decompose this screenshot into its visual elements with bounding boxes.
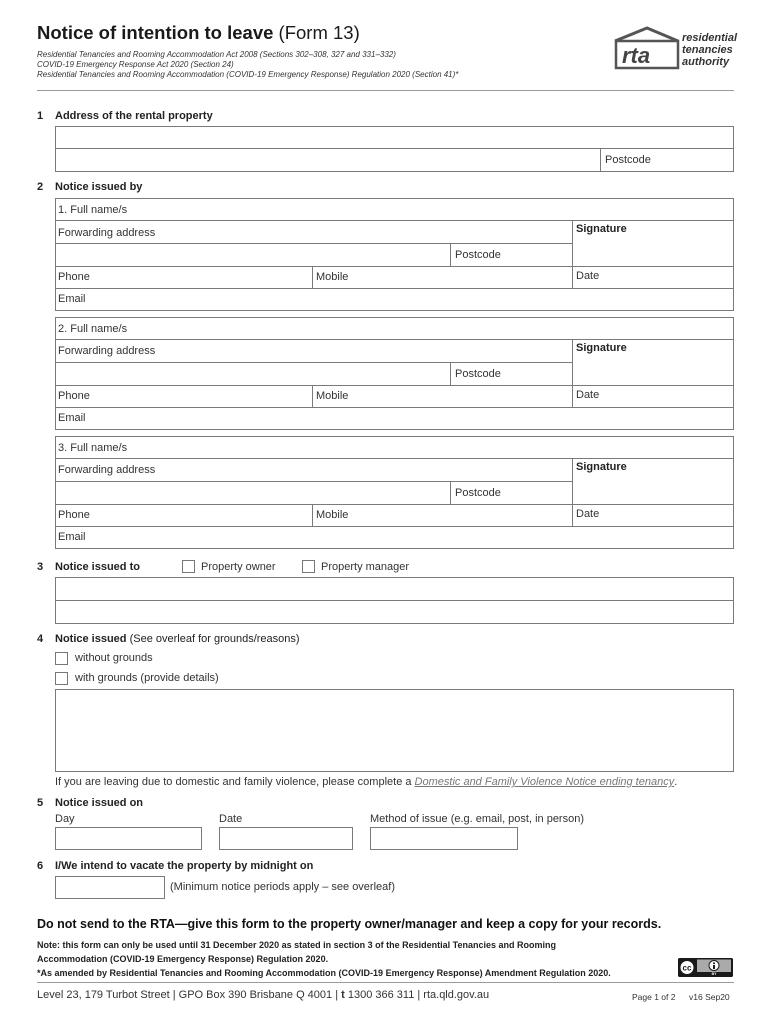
issuer-3-phone-label: Phone [58,509,90,521]
issuer-2-email-label: Email [58,412,86,424]
with-grounds-label: with grounds (provide details) [75,672,219,684]
issuer-3-signature-label: Signature [576,461,627,473]
issue-date-label: Date [219,813,243,825]
issuer-2-address-label: Forwarding address [58,345,156,357]
section-2-number: 2 [37,181,44,193]
property-manager-checkbox[interactable] [302,560,315,573]
section-1-number: 1 [37,110,44,122]
legislation-line-3: Residential Tenancies and Rooming Accommodation (COVID-19 Emergency Response) Regulation 2020 (Section 41)* [37,70,459,79]
footer-divider [37,982,734,983]
without-grounds-checkbox[interactable] [55,652,68,665]
issuer-1-address-label: Forwarding address [58,227,156,239]
legislation-line-2: COVID-19 Emergency Response Act 2020 (Section 24) [37,60,234,69]
header-divider [37,90,734,91]
issue-date-field[interactable] [219,827,353,850]
with-grounds-checkbox[interactable] [55,672,68,685]
issuer-2-phone-label: Phone [58,390,90,402]
note-line-3: *As amended by Residential Tenancies and Rooming Accommodation (COVID-19 Emergency Response) Amendment Regulation 2020. [37,968,611,978]
section-2-title: Notice issued by [55,181,143,193]
issuer-1-mobile-label: Mobile [316,271,349,283]
legislation-line-1: Residential Tenancies and Rooming Accommodation Act 2008 (Sections 302–308, 327 and 331–332) [37,50,396,59]
form-title: Notice of intention to leave (Form 13) [37,22,360,43]
note-line-1: Note: this form can only be used until 31 December 2020 as stated in section 3 of the Residential Tenancies and Rooming [37,940,556,950]
issue-method-field[interactable] [370,827,518,850]
issuer-3-block[interactable] [55,436,734,549]
issuer-1-name-label: 1. Full name/s [58,204,128,216]
dfv-notice-link[interactable]: Domestic and Family Violence Notice ending tenancy [414,776,675,788]
section-3-title: Notice issued to [55,561,140,573]
issue-day-label: Day [55,813,75,825]
issue-day-field[interactable] [55,827,202,850]
creative-commons-icon [678,958,733,977]
section-6-title: I/We intend to vacate the property by midnight on [55,860,314,872]
property-owner-label: Property owner [201,561,276,573]
section-6-number: 6 [37,860,44,872]
property-manager-label: Property manager [321,561,410,573]
section-4-number: 4 [37,633,44,645]
section-4-title: Notice issued (See overleaf for grounds/reasons) [55,633,300,645]
issuer-2-signature-label: Signature [576,342,627,354]
footer-contact: Level 23, 179 Turbot Street | GPO Box 390 Brisbane Q 4001 | t 1300 366 311 | rta.qld.gov.au [37,989,490,1001]
issuer-1-date-label: Date [576,270,600,282]
issuer-2-mobile-label: Mobile [316,390,349,402]
property-owner-checkbox[interactable] [182,560,195,573]
dfv-notice: If you are leaving due to domestic and family violence, please complete a Domestic and Family Violence Notice ending tenancy. [55,776,678,788]
issuer-3-postcode-label: Postcode [455,487,501,499]
vacate-date-field[interactable] [55,876,165,899]
do-not-send-warning: Do not send to the RTA—give this form to the property owner/manager and keep a copy for your records. [37,917,662,931]
note-line-2: Accommodation (COVID-19 Emergency Response) Regulation 2020. [37,954,329,964]
issue-method-label: Method of issue (e.g. email, post, in person) [370,813,584,825]
issuer-1-signature-label: Signature [576,223,627,235]
grounds-details-box[interactable] [55,689,734,772]
vacate-note: (Minimum notice periods apply – see overleaf) [170,881,395,893]
issuer-1-phone-label: Phone [58,271,90,283]
issuer-3-address-label: Forwarding address [58,464,156,476]
without-grounds-label: without grounds [75,652,153,664]
section-5-number: 5 [37,797,44,809]
issuer-3-email-label: Email [58,531,86,543]
property-postcode-label: Postcode [605,154,651,166]
issuer-1-block[interactable] [55,198,734,311]
svg-text:cc: cc [682,963,692,973]
rta-logo-mark: rta [622,43,651,68]
issuer-2-block[interactable] [55,317,734,430]
issuer-1-postcode-label: Postcode [455,249,501,261]
issuer-2-name-label: 2. Full name/s [58,323,128,335]
logo-text: residential tenancies authority [682,32,738,68]
page-number: Page 1 of 2 [632,992,676,1002]
issuer-2-postcode-label: Postcode [455,368,501,380]
section-5-title: Notice issued on [55,797,144,809]
issuer-3-mobile-label: Mobile [316,509,349,521]
section-3-number: 3 [37,561,44,573]
section-1-title: Address of the rental property [55,110,213,122]
form-version: v16 Sep20 [689,992,730,1002]
issuer-3-name-label: 3. Full name/s [58,442,128,454]
issuer-2-date-label: Date [576,389,600,401]
issuer-1-email-label: Email [58,293,86,305]
svg-text:BY: BY [711,972,717,977]
issuer-3-date-label: Date [576,508,600,520]
